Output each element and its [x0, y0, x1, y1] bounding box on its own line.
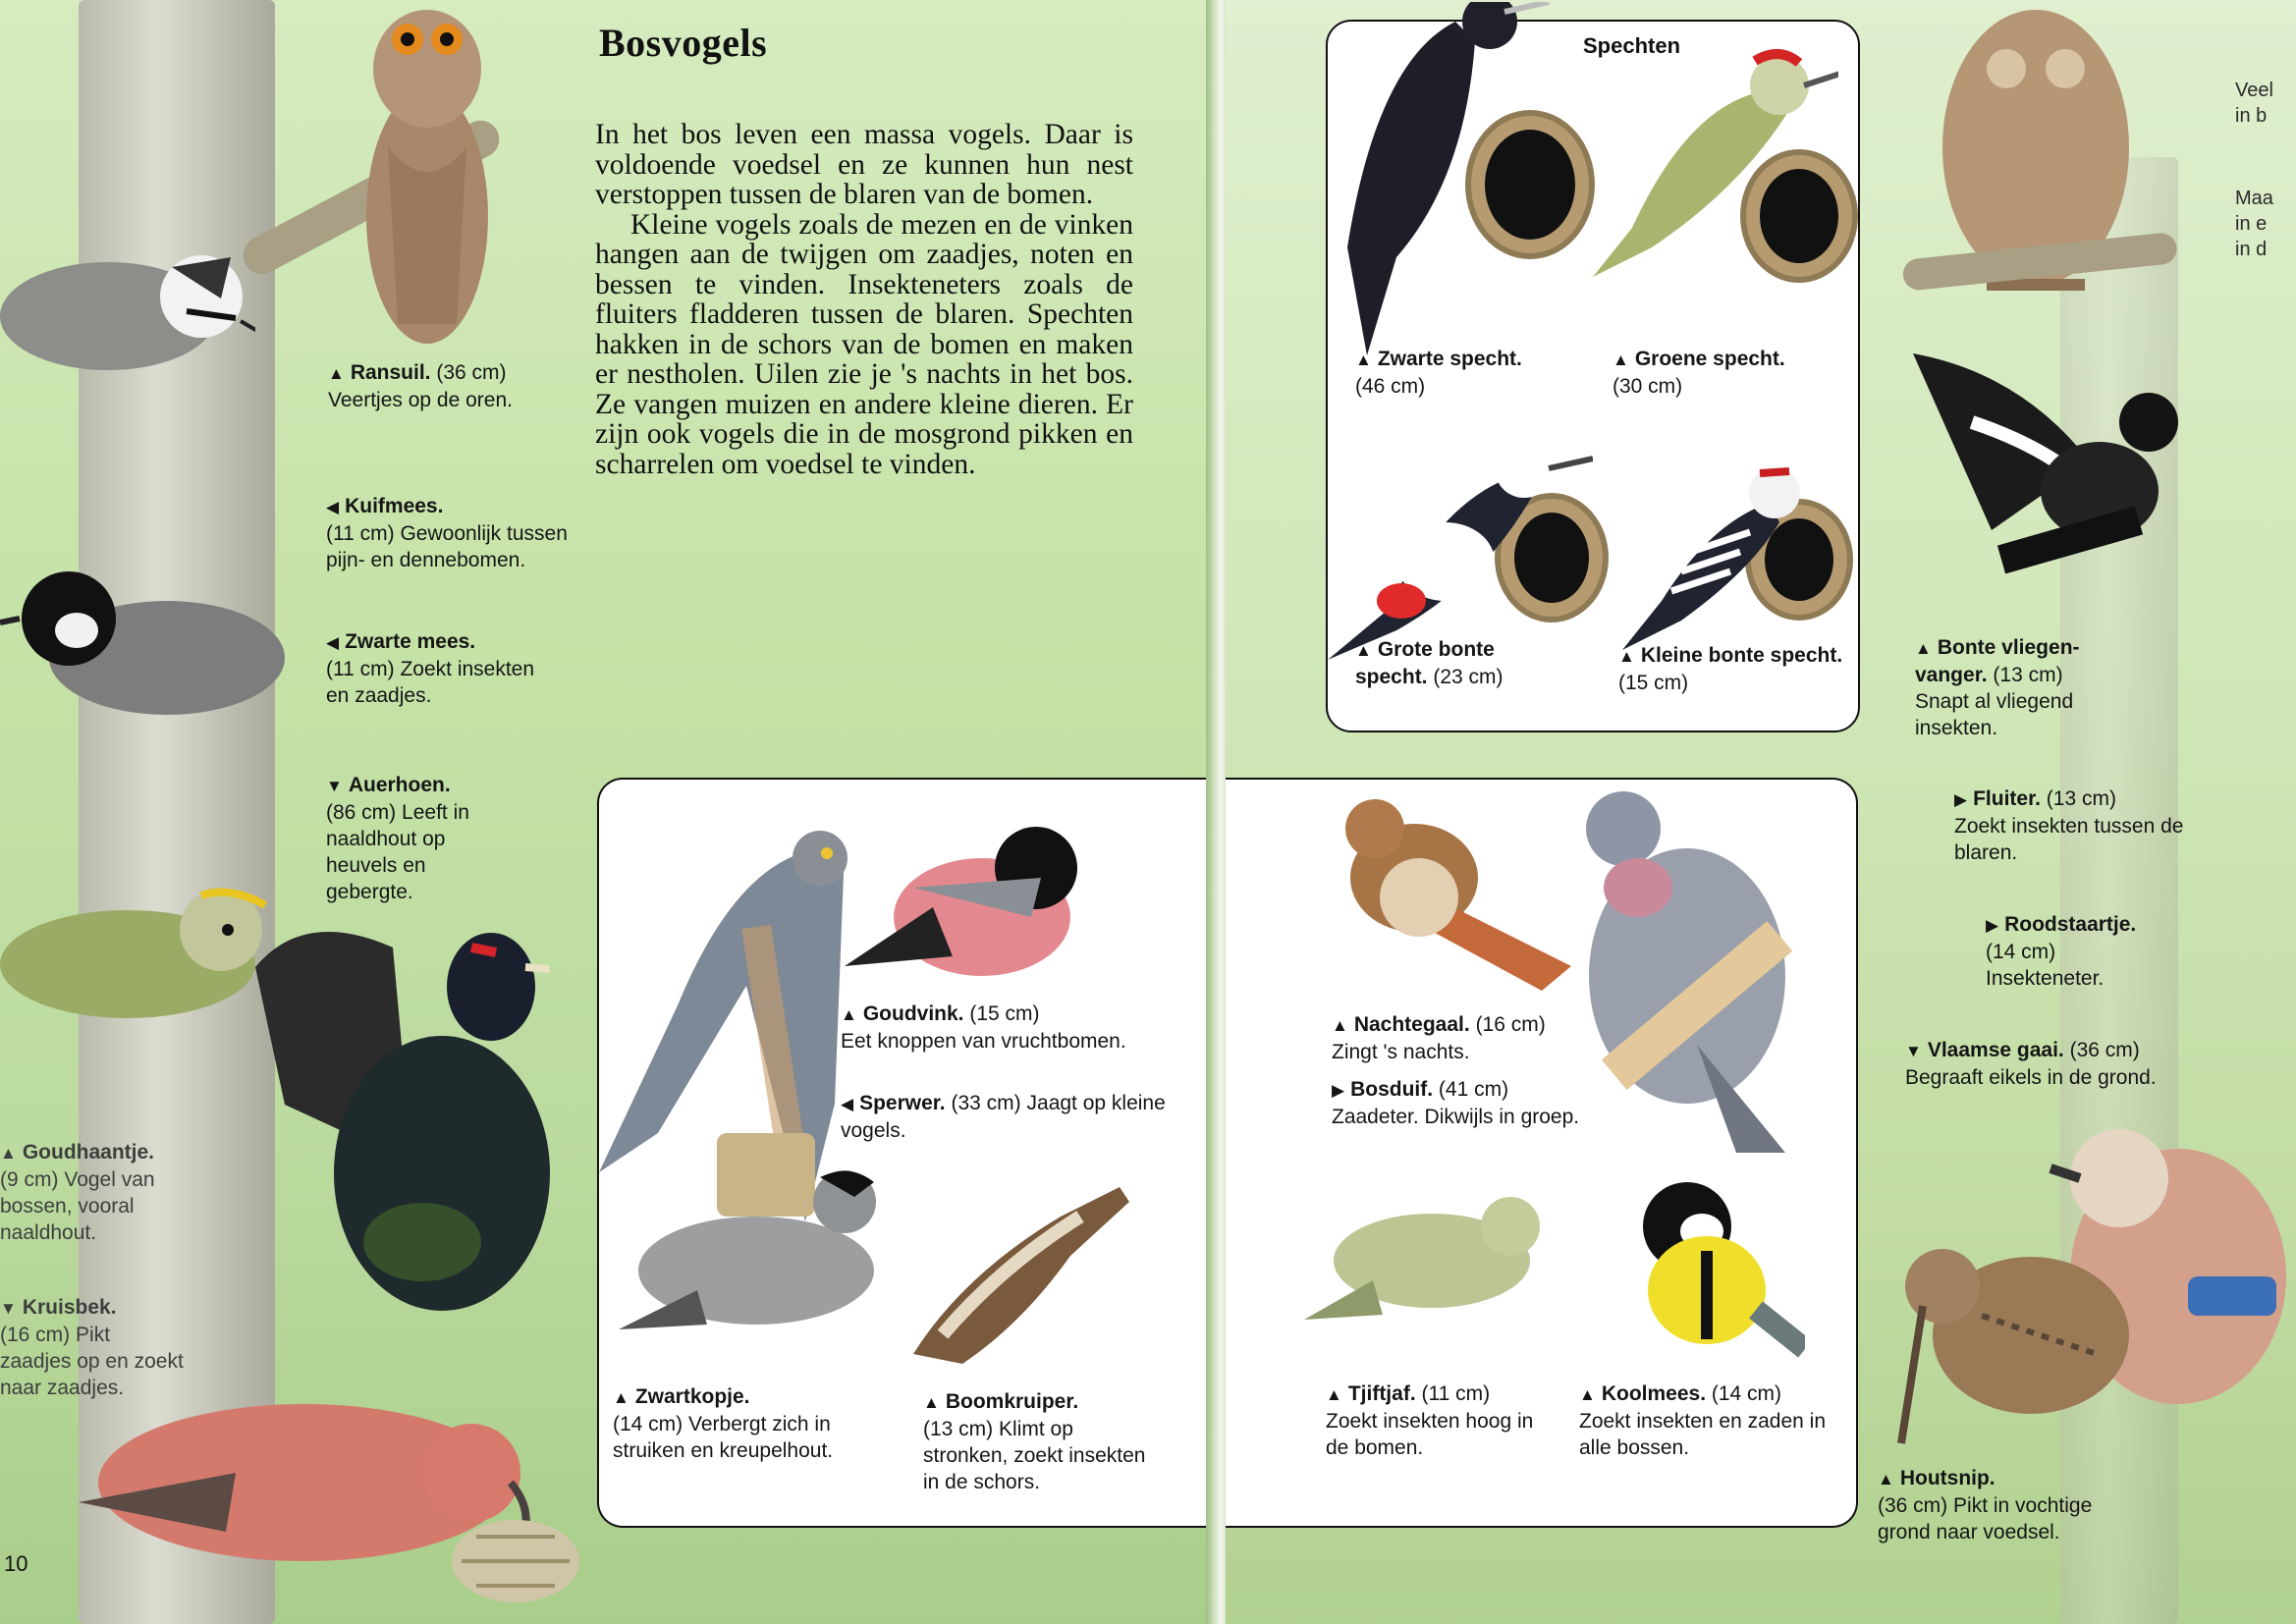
spechten-box-title: Spechten: [1583, 33, 1681, 58]
koolmees-illustration: [1609, 1172, 1805, 1369]
sperwer-illustration: [599, 809, 854, 1221]
caption-grote-bonte-specht: ▲ Grote bonte specht. (23 cm): [1355, 638, 1503, 688]
boomkruiper-illustration: [903, 1158, 1149, 1364]
caption-fluiter: ▶ Fluiter. (13 cm) Zoekt insekten tussen de blaren.: [1954, 787, 2184, 864]
caption-goudvink: ▲ Goudvink. (15 cm) Eet knoppen van vruchtbomen.: [841, 1002, 1126, 1053]
goudvink-illustration: [845, 809, 1090, 996]
grote-bonte-specht-illustration: [1328, 414, 1593, 660]
zwarte-mees-illustration: [0, 550, 295, 736]
caption-groene-specht: ▲ Groene specht. (30 cm): [1613, 348, 1785, 398]
caption-nachtegaal: ▲ Nachtegaal. (16 cm) Zingt 's nachts.: [1332, 1013, 1546, 1063]
caption-goudhaantje: ▲ Goudhaantje. (9 cm) Vogel van bossen, vooral naaldhout.: [0, 1141, 155, 1244]
kuifmees-illustration: [0, 228, 255, 395]
caption-vlaamse-gaai: ▼ Vlaamse gaai. (36 cm) Begraaft eikels in de grond.: [1905, 1039, 2157, 1089]
caption-kruisbek: ▼ Kruisbek. (16 cm) Pikt zaadjes op en zoekt naar zaadjes.: [0, 1296, 184, 1399]
caption-boomkruiper: ▲ Boomkruiper. (13 cm) Klimt op stronken, zoekt insekten in de schors.: [923, 1390, 1146, 1493]
intro-paragraph-1: In het bos leven een massa vogels. Daar is voldoende voedsel en ze kunnen hun nest verstoppen tussen de blaren van de bomen.: [595, 119, 1133, 210]
caption-zwartkopje: ▲ Zwartkopje. (14 cm) Verbergt zich in struiken en kreupelhout.: [613, 1385, 834, 1462]
ransuil-illustration: [349, 0, 506, 349]
edge-fragment: Maa: [2235, 188, 2273, 209]
page-number: 10: [4, 1551, 28, 1576]
pine-cone-illustration: [447, 1507, 584, 1605]
zwartkopje-illustration: [619, 1163, 884, 1359]
intro-paragraph-2: Kleine vogels zoals de mezen en de vinken hangen aan de twijgen om zaadjes, noten en bessen te vinden. Insekteneters zoals de fluiters fladderen tussen de blaren. Spechten hakken in de schors van de bomen en maken er nestholen. Uilen zie je 's nachts in het bos. Ze vangen muizen en andere kleine dieren. Er zijn ook vogels die in de mosgrond pikken en scharrelen om voedsel te vinden.: [595, 208, 1133, 480]
nachtegaal-illustration: [1326, 789, 1581, 1015]
auerhoen-illustration: [246, 908, 570, 1321]
caption-koolmees: ▲ Koolmees. (14 cm) Zoekt insekten en zaden in alle bossen.: [1579, 1382, 1826, 1459]
goudhaantje-illustration: [0, 876, 285, 1043]
caption-houtsnip: ▲ Houtsnip. (36 cm) Pikt in vochtige grond naar voedsel.: [1878, 1467, 2093, 1543]
caption-tjiftjaf: ▲ Tjiftjaf. (11 cm) Zoekt insekten hoog in de bomen.: [1326, 1382, 1534, 1459]
bird-box-left: [597, 778, 1214, 1528]
kleine-bonte-specht-illustration: [1603, 444, 1838, 650]
edge-fragment: Veel: [2235, 80, 2273, 101]
intro-text: [595, 120, 1133, 479]
caption-kleine-bonte-specht: ▲ Kleine bonte specht. (15 cm): [1618, 644, 1843, 694]
bonte-vliegenvanger-illustration: [1903, 334, 2208, 599]
caption-bosduif: ▶ Bosduif. (41 cm) Zaadeter. Dikwijls in groep.: [1332, 1078, 1580, 1128]
zwarte-specht-illustration: [1328, 2, 1554, 355]
bird-box-right: [1226, 778, 1858, 1528]
edge-fragment: in d: [2235, 239, 2268, 260]
right-page: [1226, 0, 2296, 1624]
page-title: Bosvogels: [599, 21, 768, 65]
tjiftjaf-illustration: [1304, 1172, 1550, 1339]
caption-sperwer: ◀ Sperwer. (33 cm) Jaagt op kleine vogels.: [841, 1092, 1166, 1142]
caption-auerhoen: ▼ Auerhoen. (86 cm) Leeft in naaldhout op heuvels en gebergte.: [326, 774, 469, 903]
caption-roodstaartje: ▶ Roodstaartje. (14 cm) Insekteneter.: [1986, 913, 2137, 990]
caption-bonte-vliegenvanger: ▲ Bonte vliegen-vanger. (13 cm) Snapt al vliegend insekten.: [1915, 636, 2080, 739]
houtsnip-illustration: [1884, 1227, 2139, 1453]
caption-zwarte-specht: ▲ Zwarte specht. (46 cm): [1355, 348, 1522, 398]
caption-zwarte-mees: ◀ Zwarte mees. (11 cm) Zoekt insekten en zaadjes.: [326, 630, 535, 707]
caption-kuifmees: ◀ Kuifmees. (11 cm) Gewoonlijk tussen pijn- en dennebomen.: [326, 495, 568, 571]
caption-ransuil: ▲ Ransuil. (36 cm) Veertjes op de oren.: [328, 361, 513, 411]
bosduif-illustration: [1559, 789, 1815, 1163]
edge-fragment: in e: [2235, 213, 2268, 235]
edge-fragment: in b: [2235, 105, 2268, 127]
groene-specht-illustration: [1573, 31, 1838, 287]
spechten-box: [1326, 20, 1860, 732]
